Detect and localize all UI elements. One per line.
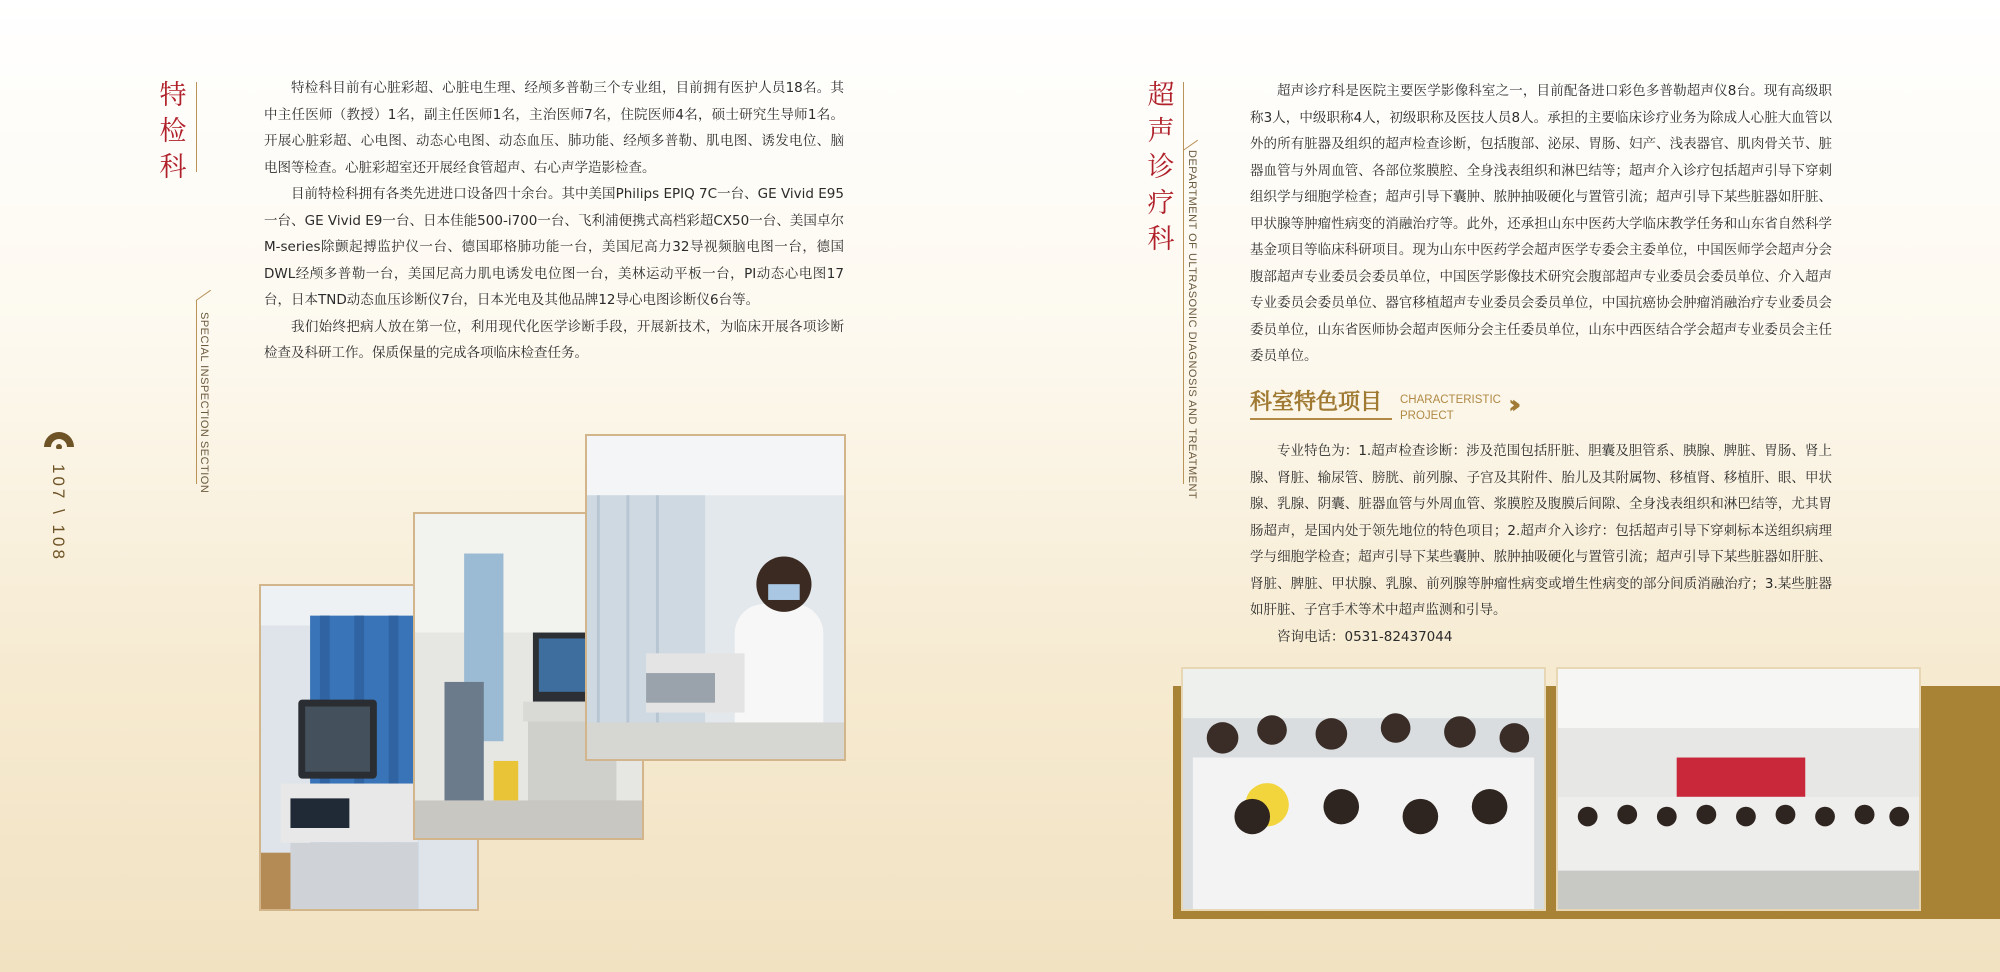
photo-team-group (1556, 667, 1921, 911)
left-paragraph-2: 目前特检科拥有各类先进进口设备四十余台。其中美国Philips EPIQ 7C一台、GE Vivid E95一台、GE Vivid E9一台、日本佳能500-i700一台、飞利浦便携式高档彩超CX50一台、美国卓尔M-series除颤起搏监护仪一台、德国耶格肺功能一台，美国尼高力32导视频脑电图一台，德国DWL经颅多普勒一台，美国尼高力肌电诱发电位图一台，美林运动平板一台，PI动态心电图17台，日本TND动态血压诊断仪7台，日本光电及其他品牌12导心电图诊断仪6台等。 (264, 186, 844, 308)
feature-section-title: 科室特色项目 (1250, 390, 1383, 415)
section-subtitle-special-inspection: SPECIAL INSPECTION SECTION (198, 312, 210, 494)
left-body-text (264, 75, 844, 367)
left-subtitle-divider (196, 300, 197, 484)
feature-body-text (1250, 438, 1832, 650)
right-title-divider (1183, 82, 1184, 142)
fan-ornament-icon (42, 425, 76, 449)
left-title-divider (196, 82, 197, 172)
right-body-text (1250, 78, 1832, 370)
left-divider-tick (196, 290, 211, 301)
right-paragraph-1: 超声诊疗科是医院主要医学影像科室之一，目前配备进口彩色多普勒超声仪8台。现有高级职称3人，中级职称4人，初级职称及医技人员8人。承担的主要临床诊疗业务为除成人心脏大血管以外的所有脏器及组织的超声检查诊断，包括腹部、泌尿、胃肠、妇产、浅表器官、肌肉骨关节、脏器血管与外周血管、各部位浆膜腔、全身浅表组织和淋巴结等；超声介入诊疗包括超声引导下穿刺组织学与细胞学检查；超声引导下囊肿、脓肿抽吸硬化与置管引流；超声引导下某些脏器如肝脏、甲状腺等肿瘤性病变的消融治疗等。此外，还承担山东中医药大学临床教学任务和山东省自然科学基金项目等临床科研项目。现为山东中医药学会超声医学专委会主委单位，中国医师学会超声分会腹部超声专业委员会委员单位，中国医学影像技术研究会腹部超声专业委员会委员单位、介入超声专业委员会委员单位、器官移植超声专业委员会委员单位，中国抗癌协会肿瘤消融治疗专业委员会委员单位，山东省医师协会超声医师分会主任委员单位，山东中西医结合学会超声专业委员会主任委员单位。 (1250, 83, 1832, 364)
section-title-ultrasound: 超声诊疗科 (1147, 80, 1175, 255)
feature-section-title-en-2: PROJECT (1400, 410, 1454, 422)
section-subtitle-ultrasound: DEPARTMENT OF ULTRASONIC DIAGNOSIS AND TREATMENT (1186, 150, 1198, 500)
double-chevron-icon: ›› (1508, 390, 1514, 420)
photo-team-training (1181, 667, 1546, 911)
feature-section-title-en-1: CHARACTERISTIC (1400, 394, 1501, 406)
left-paragraph-1: 特检科目前有心脏彩超、心脏电生理、经颅多普勒三个专业组，目前拥有医护人员18名。其中主任医师（教授）1名，副主任医师1名，主治医师7名，住院医师4名，硕士研究生导师1名。开展心脏彩超、心电图、动态心电图、动态血压、肺功能、经颅多普勒、肌电图、诱发电位、脑电图等检查。心脏彩超室还开展经食管超声、右心声学造影检查。 (264, 80, 844, 176)
section-title-special-inspection: 特检科 (159, 80, 187, 183)
feature-paragraph: 专业特色为：1.超声检查诊断：涉及范围包括肝脏、胆囊及胆管系、胰腺、脾脏、胃肠、肾上腺、肾脏、输尿管、膀胱、前列腺、子宫及其附件、胎儿及其附属物、移植肾、移植肝、眼、甲状腺、乳腺、阴囊、脏器血管与外周血管、浆膜腔及腹膜后间隙、全身浅表组织和淋巴结等，尤其胃肠超声，是国内处于领先地位的特色项目；2.超声介入诊疗：包括超声引导下穿刺标本送组织病理学与细胞学检查；超声引导下某些囊肿、脓肿抽吸硬化与置管引流；超声引导下某些脏器如肝脏、肾脏、脾脏、甲状腺、乳腺、前列腺等肿瘤性病变或增生性病变的部分间质消融治疗；3.某些脏器如肝脏、子宫手术等术中超声监测和引导。 (1250, 443, 1832, 618)
right-subtitle-divider (1183, 140, 1184, 484)
photo-doctor-at-ultrasound (585, 434, 846, 761)
left-paragraph-3: 我们始终把病人放在第一位，利用现代化医学诊断手段，开展新技术，为临床开展各项诊断检查及科研工作。保质保量的完成各项临床检查任务。 (264, 318, 844, 361)
feature-title-underline (1250, 418, 1392, 420)
consultation-phone: 咨询电话：0531-82437044 (1277, 628, 1453, 645)
page-number: 107 \ 108 (49, 464, 68, 562)
